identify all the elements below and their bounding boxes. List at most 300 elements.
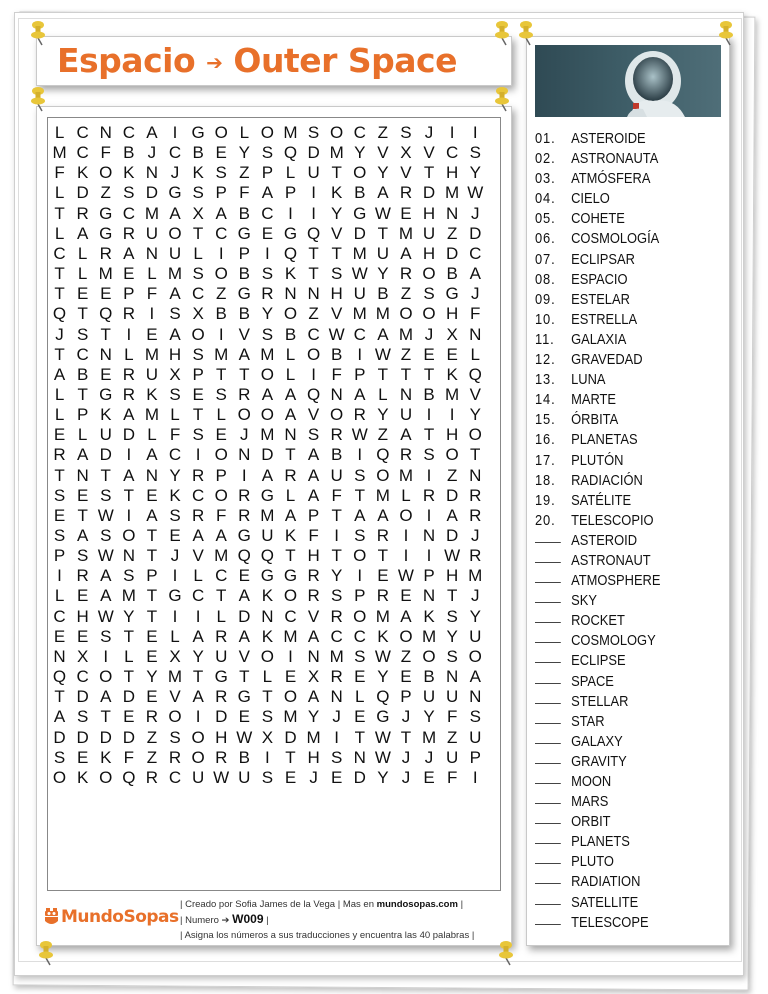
grid-cell[interactable]: U [469,727,482,747]
grid-cell[interactable]: T [423,364,435,384]
grid-cell[interactable]: S [423,445,435,465]
grid-cell[interactable]: I [426,505,432,525]
grid-cell[interactable]: D [422,183,436,203]
grid-cell[interactable]: E [53,626,66,646]
grid-cell[interactable]: W [351,264,368,284]
grid-cell[interactable]: W [374,203,391,223]
grid-cell[interactable]: J [401,747,411,767]
grid-cell[interactable]: C [168,143,182,163]
grid-cell[interactable]: F [54,163,65,183]
grid-cell[interactable]: V [331,304,343,324]
grid-cell[interactable]: F [446,707,458,727]
grid-cell[interactable]: N [307,284,320,304]
grid-cell[interactable]: Q [99,304,113,324]
grid-cell[interactable]: U [446,747,459,767]
grid-cell[interactable]: Y [331,203,343,223]
grid-cell[interactable]: M [375,485,390,505]
grid-cell[interactable]: C [53,243,66,263]
grid-cell[interactable]: L [216,606,226,626]
grid-cell[interactable]: N [122,546,135,566]
grid-cell[interactable]: V [400,163,412,183]
grid-cell[interactable]: J [170,163,180,183]
grid-cell[interactable]: L [54,183,65,203]
grid-cell[interactable]: I [426,546,432,566]
grid-cell[interactable]: Y [169,465,181,485]
grid-cell[interactable]: D [76,727,89,747]
grid-cell[interactable]: Q [237,546,251,566]
grid-cell[interactable]: I [172,566,178,586]
grid-cell[interactable]: B [238,203,250,223]
grid-cell[interactable]: F [239,183,250,203]
grid-cell[interactable]: A [238,586,250,606]
grid-cell[interactable]: L [54,384,65,404]
grid-cell[interactable]: O [260,405,274,425]
grid-cell[interactable]: O [399,304,413,324]
grid-cell[interactable]: F [331,485,342,505]
grid-cell[interactable]: R [330,425,343,445]
grid-cell[interactable]: F [308,526,319,545]
grid-cell[interactable]: Y [146,667,158,687]
grid-cell[interactable]: A [400,243,412,263]
grid-cell[interactable]: R [238,485,251,505]
grid-cell[interactable]: I [126,324,132,344]
grid-cell[interactable]: M [214,546,229,566]
grid-cell[interactable]: L [54,123,65,142]
grid-cell[interactable]: I [103,646,109,666]
grid-cell[interactable]: T [216,364,227,384]
grid-cell[interactable]: G [260,485,274,505]
grid-cell[interactable]: S [400,123,412,142]
answer-blank[interactable] [535,692,561,704]
grid-cell[interactable]: S [53,485,66,505]
grid-cell[interactable]: M [144,344,159,364]
grid-cell[interactable]: A [76,526,89,545]
grid-cell[interactable]: T [377,364,389,384]
grid-cell[interactable]: O [260,364,274,384]
grid-cell[interactable]: E [76,747,89,767]
grid-cell[interactable]: M [98,264,113,284]
grid-cell[interactable]: P [423,566,435,586]
grid-cell[interactable]: P [261,163,274,183]
grid-cell[interactable]: X [307,667,320,687]
grid-cell[interactable]: Q [306,223,321,243]
grid-cell[interactable]: L [54,405,65,425]
grid-cell[interactable]: E [123,707,135,727]
grid-cell[interactable]: Q [306,384,321,404]
grid-cell[interactable]: Y [377,163,389,183]
grid-cell[interactable]: A [146,445,158,465]
grid-cell[interactable]: N [469,324,482,344]
grid-cell[interactable]: R [376,586,389,606]
grid-cell[interactable]: R [53,445,66,465]
grid-cell[interactable]: D [53,727,66,747]
grid-cell[interactable]: V [238,324,250,344]
grid-cell[interactable]: B [377,284,389,304]
grid-cell[interactable]: N [284,284,297,304]
grid-cell[interactable]: D [446,526,459,545]
grid-cell[interactable]: T [216,586,227,606]
grid-cell[interactable]: S [100,626,112,646]
grid-cell[interactable]: E [100,284,112,304]
grid-cell[interactable]: E [146,626,158,646]
grid-cell[interactable]: V [238,646,250,666]
grid-cell[interactable]: H [446,425,459,445]
grid-cell[interactable]: R [284,465,297,485]
grid-cell[interactable]: H [446,566,459,586]
grid-cell[interactable]: J [470,284,480,304]
grid-cell[interactable]: A [261,465,274,485]
grid-cell[interactable]: O [283,586,298,606]
grid-cell[interactable]: M [260,425,275,445]
grid-cell[interactable]: Y [261,304,274,324]
grid-cell[interactable]: E [192,384,204,404]
grid-cell[interactable]: R [376,526,389,545]
grid-cell[interactable]: R [469,546,482,566]
grid-cell[interactable]: D [122,425,135,445]
grid-cell[interactable]: N [469,465,482,485]
grid-cell[interactable]: E [100,364,112,384]
grid-cell[interactable]: W [328,324,345,344]
grid-cell[interactable]: B [76,364,89,384]
grid-cell[interactable]: I [311,203,316,223]
grid-cell[interactable]: O [99,163,113,183]
grid-cell[interactable]: X [400,143,412,163]
grid-cell[interactable]: I [403,526,409,545]
grid-cell[interactable]: H [168,344,182,364]
grid-cell[interactable]: R [76,566,89,586]
grid-cell[interactable]: A [284,405,297,425]
grid-cell[interactable]: C [168,767,182,787]
grid-cell[interactable]: A [307,465,320,485]
grid-cell[interactable]: E [354,707,366,727]
grid-cell[interactable]: U [330,465,343,485]
grid-cell[interactable]: I [218,243,224,263]
grid-cell[interactable]: U [145,223,159,243]
grid-cell[interactable]: G [191,123,205,142]
grid-cell[interactable]: R [330,667,343,687]
grid-cell[interactable]: O [353,606,367,626]
grid-cell[interactable]: A [215,526,227,545]
grid-cell[interactable]: M [283,626,298,646]
answer-blank[interactable] [535,852,561,864]
grid-cell[interactable]: M [167,264,183,284]
grid-cell[interactable]: M [167,667,183,687]
answer-blank[interactable] [535,732,561,744]
grid-cell[interactable]: A [123,243,135,263]
grid-cell[interactable]: K [100,405,112,425]
grid-cell[interactable]: N [145,243,159,263]
grid-cell[interactable]: E [400,203,412,223]
grid-cell[interactable]: G [237,526,251,545]
grid-cell[interactable]: I [265,747,270,767]
grid-cell[interactable]: F [470,304,481,324]
grid-cell[interactable]: A [354,384,366,404]
grid-cell[interactable]: N [261,606,274,626]
grid-cell[interactable]: Y [238,143,250,163]
grid-cell[interactable]: F [123,747,135,767]
grid-cell[interactable]: M [144,203,159,223]
grid-cell[interactable]: L [401,485,411,505]
grid-cell[interactable]: T [54,264,65,284]
grid-cell[interactable]: S [331,747,343,767]
grid-cell[interactable]: O [399,626,413,646]
grid-cell[interactable]: L [285,163,296,183]
grid-cell[interactable]: O [99,767,113,787]
grid-cell[interactable]: J [424,123,434,142]
grid-cell[interactable]: I [449,405,455,425]
grid-cell[interactable]: B [423,667,435,687]
grid-cell[interactable]: E [354,667,366,687]
grid-cell[interactable]: T [331,163,342,183]
grid-cell[interactable]: S [215,384,227,404]
grid-cell[interactable]: R [76,203,89,223]
grid-cell[interactable]: Z [400,646,412,666]
grid-cell[interactable]: P [469,747,481,767]
grid-cell[interactable]: S [469,707,481,727]
grid-cell[interactable]: L [239,123,250,142]
grid-cell[interactable]: S [53,526,66,545]
grid-cell[interactable]: Z [308,304,319,324]
grid-cell[interactable]: N [238,445,251,465]
grid-cell[interactable]: H [307,546,320,566]
grid-cell[interactable]: P [53,546,66,566]
answer-blank[interactable] [535,812,561,824]
grid-cell[interactable]: E [76,626,89,646]
grid-cell[interactable]: C [76,667,89,687]
grid-cell[interactable]: R [215,626,228,646]
grid-cell[interactable]: E [377,566,389,586]
grid-cell[interactable]: B [238,747,250,767]
grid-cell[interactable]: U [307,163,320,183]
grid-cell[interactable]: V [307,405,320,425]
grid-cell[interactable]: T [239,364,250,384]
grid-cell[interactable]: J [147,143,157,163]
grid-cell[interactable]: M [260,505,275,525]
grid-cell[interactable]: E [146,324,158,344]
grid-cell[interactable]: S [100,526,112,545]
grid-cell[interactable]: T [354,485,365,505]
grid-cell[interactable]: R [399,264,413,284]
grid-cell[interactable]: D [99,445,112,465]
grid-cell[interactable]: L [285,344,296,364]
site-link[interactable]: mundosopas.com [376,899,458,910]
grid-cell[interactable]: K [331,183,343,203]
grid-cell[interactable]: R [99,243,112,263]
grid-cell[interactable]: V [169,687,181,707]
grid-cell[interactable]: A [377,505,389,525]
grid-cell[interactable]: Y [377,667,389,687]
grid-cell[interactable]: E [400,667,412,687]
grid-cell[interactable]: K [423,606,435,626]
grid-cell[interactable]: W [236,727,253,747]
grid-cell[interactable]: R [353,405,366,425]
grid-cell[interactable]: C [446,143,459,163]
grid-cell[interactable]: Q [52,304,67,324]
grid-cell[interactable]: Z [216,284,227,304]
grid-cell[interactable]: P [354,586,366,606]
grid-cell[interactable]: A [123,465,135,485]
grid-cell[interactable]: M [375,606,390,626]
grid-cell[interactable]: L [54,586,65,606]
grid-cell[interactable]: Q [376,687,390,707]
grid-cell[interactable]: D [238,606,251,626]
grid-cell[interactable]: O [260,123,274,142]
grid-cell[interactable]: U [376,243,389,263]
grid-cell[interactable]: S [446,646,458,666]
grid-cell[interactable]: Z [400,284,412,304]
grid-cell[interactable]: O [468,425,482,445]
grid-cell[interactable]: E [123,264,135,284]
grid-cell[interactable]: J [55,324,64,344]
grid-cell[interactable]: B [354,183,366,203]
grid-cell[interactable]: G [168,586,182,606]
grid-cell[interactable]: T [446,586,458,606]
grid-cell[interactable]: S [123,566,135,586]
grid-cell[interactable]: A [53,707,66,727]
grid-cell[interactable]: S [169,505,181,525]
grid-cell[interactable]: A [284,384,297,404]
grid-cell[interactable]: P [76,405,89,425]
grid-cell[interactable]: R [145,767,159,787]
grid-cell[interactable]: M [352,243,367,263]
grid-cell[interactable]: A [446,505,458,525]
grid-cell[interactable]: D [307,143,320,163]
answer-blank[interactable] [535,872,561,884]
grid-cell[interactable]: L [470,344,480,364]
grid-cell[interactable]: P [192,364,204,384]
grid-cell[interactable]: U [145,364,159,384]
grid-cell[interactable]: V [307,606,320,626]
grid-cell[interactable]: L [170,626,180,646]
grid-cell[interactable]: O [330,123,344,142]
grid-cell[interactable]: O [168,223,182,243]
grid-cell[interactable]: A [354,505,366,525]
answer-blank[interactable] [535,712,561,724]
grid-cell[interactable]: E [76,485,89,505]
grid-cell[interactable]: B [238,304,250,324]
grid-cell[interactable]: R [122,304,135,324]
grid-cell[interactable]: A [307,485,320,505]
grid-cell[interactable]: T [354,727,365,747]
grid-cell[interactable]: C [469,243,482,263]
grid-cell[interactable]: J [470,203,480,223]
grid-cell[interactable]: B [331,344,343,364]
grid-cell[interactable]: R [122,223,135,243]
grid-cell[interactable]: U [422,687,436,707]
grid-cell[interactable]: U [469,626,482,646]
grid-cell[interactable]: I [57,566,62,586]
grid-cell[interactable]: A [307,626,320,646]
grid-cell[interactable]: S [423,284,435,304]
grid-cell[interactable]: E [76,284,89,304]
grid-cell[interactable]: Y [377,264,389,284]
grid-cell[interactable]: S [307,425,320,445]
grid-cell[interactable]: A [53,364,66,384]
grid-cell[interactable]: K [76,163,89,183]
answer-blank[interactable] [535,571,561,583]
grid-cell[interactable]: O [399,505,413,525]
grid-cell[interactable]: F [446,767,458,787]
grid-cell[interactable]: O [52,767,67,787]
grid-cell[interactable]: I [288,203,293,223]
grid-cell[interactable]: O [214,485,228,505]
grid-cell[interactable]: X [169,364,181,384]
grid-cell[interactable]: E [169,526,181,545]
grid-cell[interactable]: Q [260,546,274,566]
grid-cell[interactable]: S [192,344,204,364]
grid-cell[interactable]: D [261,445,274,465]
grid-cell[interactable]: U [446,687,459,707]
grid-cell[interactable]: P [307,505,320,525]
grid-cell[interactable]: C [191,284,205,304]
grid-cell[interactable]: K [377,626,389,646]
grid-cell[interactable]: Y [123,606,135,626]
grid-cell[interactable]: T [239,667,250,687]
grid-cell[interactable]: Y [469,163,481,183]
grid-cell[interactable]: Q [122,767,136,787]
grid-cell[interactable]: Z [446,465,458,485]
grid-cell[interactable]: O [283,304,298,324]
grid-cell[interactable]: C [122,203,135,223]
grid-cell[interactable]: J [401,707,411,727]
grid-cell[interactable]: I [403,546,409,566]
grid-cell[interactable]: G [99,384,113,404]
grid-cell[interactable]: I [357,344,363,364]
grid-cell[interactable]: H [307,747,320,767]
grid-cell[interactable]: Q [283,143,298,163]
grid-cell[interactable]: D [446,243,459,263]
grid-cell[interactable]: H [76,606,89,626]
grid-cell[interactable]: M [445,384,460,404]
grid-cell[interactable]: S [169,304,181,324]
grid-cell[interactable]: R [215,747,228,767]
grid-cell[interactable]: H [446,304,459,324]
grid-cell[interactable]: B [446,264,458,284]
grid-cell[interactable]: B [284,324,297,344]
grid-cell[interactable]: O [168,707,182,727]
grid-cell[interactable]: S [261,264,274,284]
answer-blank[interactable] [535,913,561,925]
grid-cell[interactable]: A [400,606,412,626]
grid-cell[interactable]: I [195,707,201,727]
grid-cell[interactable]: W [213,767,230,787]
grid-cell[interactable]: L [193,566,203,586]
grid-cell[interactable]: C [168,445,182,465]
grid-cell[interactable]: E [53,425,66,445]
grid-cell[interactable]: T [308,264,319,284]
grid-cell[interactable]: G [445,284,459,304]
grid-cell[interactable]: C [330,626,343,646]
grid-cell[interactable]: O [306,344,321,364]
grid-cell[interactable]: Q [468,364,482,384]
grid-cell[interactable]: K [123,163,135,183]
grid-cell[interactable]: A [238,626,250,646]
grid-cell[interactable]: Z [377,425,389,445]
grid-cell[interactable]: I [311,364,316,384]
answer-blank[interactable] [535,651,561,663]
grid-cell[interactable]: D [353,767,366,787]
grid-cell[interactable]: T [331,546,342,566]
grid-cell[interactable]: A [469,667,481,687]
grid-cell[interactable]: U [422,223,436,243]
grid-cell[interactable]: C [353,123,366,142]
grid-cell[interactable]: H [422,203,436,223]
grid-cell[interactable]: O [99,667,113,687]
grid-cell[interactable]: B [331,445,343,465]
grid-cell[interactable]: Z [446,223,458,243]
grid-cell[interactable]: F [216,505,227,525]
grid-cell[interactable]: S [354,465,366,485]
